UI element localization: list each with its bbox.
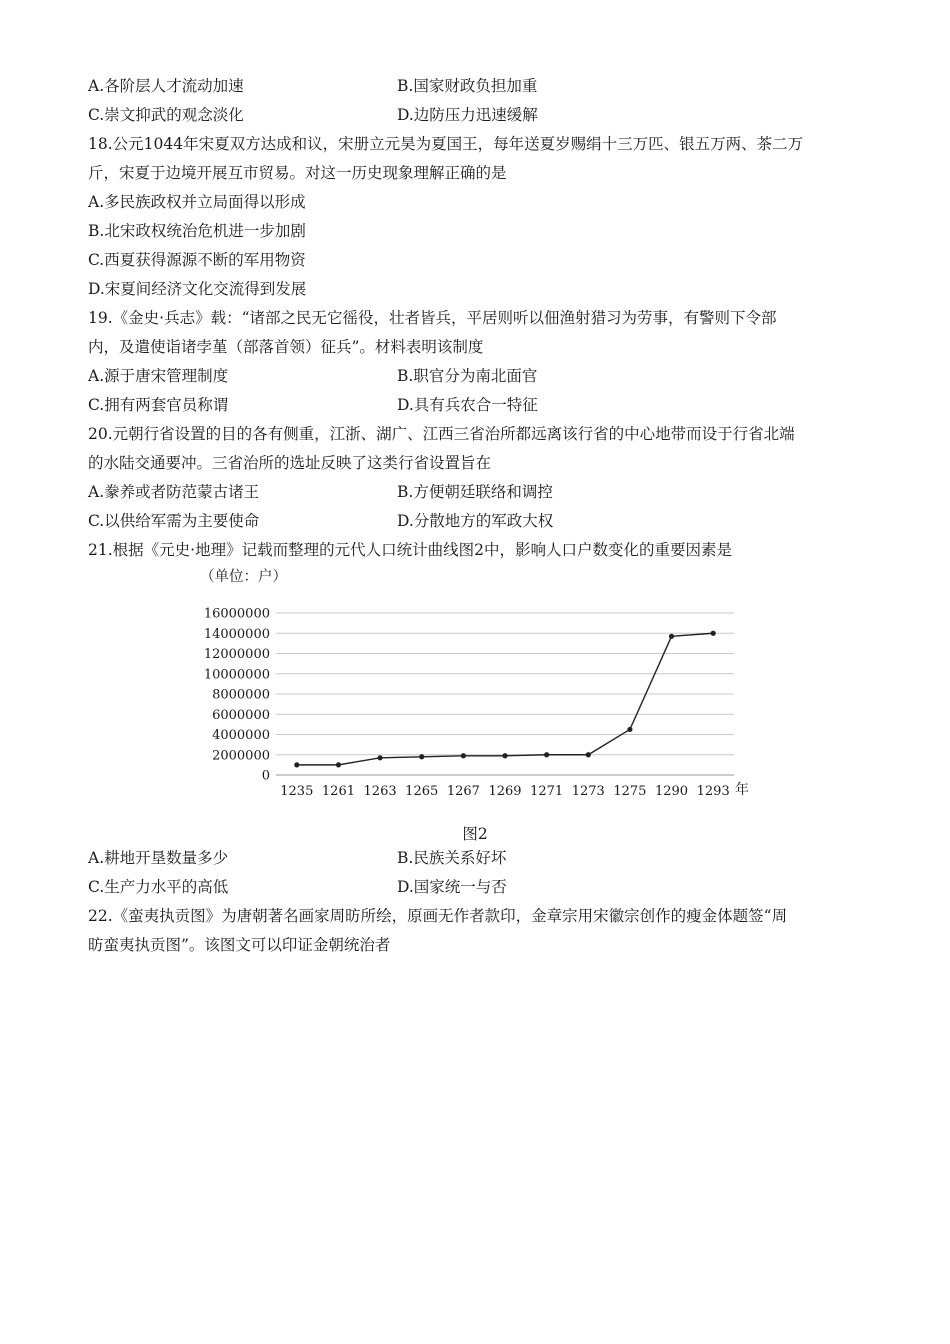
y-tick-label: 14000000 [203,626,270,642]
q18-option-c: C.西夏获得源源不断的军用物资 [88,251,306,269]
q19-option-b: B.职官分为南北面官 [397,367,538,385]
q18-option-b: B.北宋政权统治危机进一步加剧 [88,222,306,240]
x-axis-title: 年 [735,782,749,798]
x-tick-label: 1263 [363,784,397,799]
series-line [297,633,713,765]
q20-option-a: A.豢养或者防范蒙古诸王 [88,483,260,501]
x-tick-label: 1275 [613,784,647,799]
y-tick-label: 0 [261,768,270,784]
chart-unit-label: （单位：户） [200,569,287,585]
q21-option-d: D.国家统一与否 [397,878,507,896]
y-tick-label: 8000000 [212,687,270,703]
q19-option-a: A.源于唐宋管理制度 [88,367,229,385]
q19-option-c: C.拥有两套官员称谓 [88,396,229,414]
q20-stem-line2: 的水陆交通要冲。三省治所的选址反映了这类行省设置旨在 [88,454,492,472]
q17-option-d: D.边防压力迅速缓解 [397,106,538,124]
q21-option-a: A.耕地开垦数量多少 [88,849,229,867]
x-tick-label: 1235 [280,784,314,799]
q20-option-b: B.方便朝廷联络和调控 [397,483,553,501]
q18-stem-line2: 斤，宋夏于边境开展互市贸易。对这一历史现象理解正确的是 [88,164,507,182]
q22-stem-line2: 昉蛮夷执贡图”。该图文可以印证金朝统治者 [88,936,391,954]
q19-stem-line1: 19.《金史·兵志》载：“诸部之民无它徭役，壮者皆兵，平居则听以佃渔射猎习为劳事，有警则下令部 [88,309,777,327]
y-tick-label: 6000000 [212,707,270,723]
y-tick-label: 12000000 [203,647,270,662]
y-tick-label: 10000000 [203,667,270,683]
q21-stem: 21.根据《元史·地理》记载而整理的元代人口统计曲线图2中，影响人口户数变化的重要因素是 [88,541,732,559]
q19-stem-line2: 内，及遣使诣诸孛堇（部落首领）征兵”。材料表明该制度 [88,338,484,356]
q17-option-a: A.各阶层人才流动加速 [88,77,244,95]
q20-stem-line1: 20.元朝行省设置的目的各有侧重，江浙、湖广、江西三省治所都远离该行省的中心地带而设于行省北端 [88,425,795,443]
x-tick-label: 1293 [696,784,730,799]
x-tick-label: 1261 [321,784,356,799]
x-tick-label: 1290 [654,784,689,799]
data-point-1293 [711,631,716,636]
q20-option-d: D.分散地方的军政大权 [397,512,554,530]
data-point-1267 [461,753,466,758]
data-point-1273 [586,752,591,757]
figure-caption: 图2 [462,825,488,843]
q18-option-a: A.多民族政权并立局面得以形成 [88,193,306,211]
q20-option-c: C.以供给军需为主要使命 [88,512,260,530]
y-tick-label: 2000000 [212,748,270,764]
y-tick-label: 16000000 [203,606,270,622]
q18-option-d: D.宋夏间经济文化交流得到发展 [88,280,307,298]
q17-option-b: B.国家财政负担加重 [397,77,538,95]
data-point-1265 [419,754,424,759]
q22-stem-line1: 22.《蛮夷执贡图》为唐朝著名画家周昉所绘，原画无作者款印，金章宗用宋徽宗创作的瘦金体题签“周 [88,907,788,925]
x-tick-label: 1271 [530,784,564,799]
data-point-1269 [502,753,507,758]
data-point-1271 [544,752,549,757]
q17-option-c: C.崇文抑武的观念淡化 [88,106,244,124]
data-point-1261 [336,762,341,767]
x-tick-label: 1269 [488,784,522,799]
data-point-1235 [294,762,299,767]
q21-option-c: C.生产力水平的高低 [88,878,229,896]
q19-option-d: D.具有兵农合一特征 [397,396,538,414]
q21-option-b: B.民族关系好坏 [397,849,507,867]
x-tick-label: 1267 [446,784,480,799]
x-tick-label: 1273 [571,784,605,799]
y-tick-label: 4000000 [212,728,270,743]
data-point-1275 [627,727,632,732]
x-tick-label: 1265 [405,784,439,799]
data-point-1263 [377,755,382,760]
q18-stem-line1: 18.公元1044年宋夏双方达成和议，宋册立元昊为夏国王，每年送夏岁赐绢十三万匹、银五万两、茶二万 [88,135,804,153]
data-point-1290 [669,634,674,639]
